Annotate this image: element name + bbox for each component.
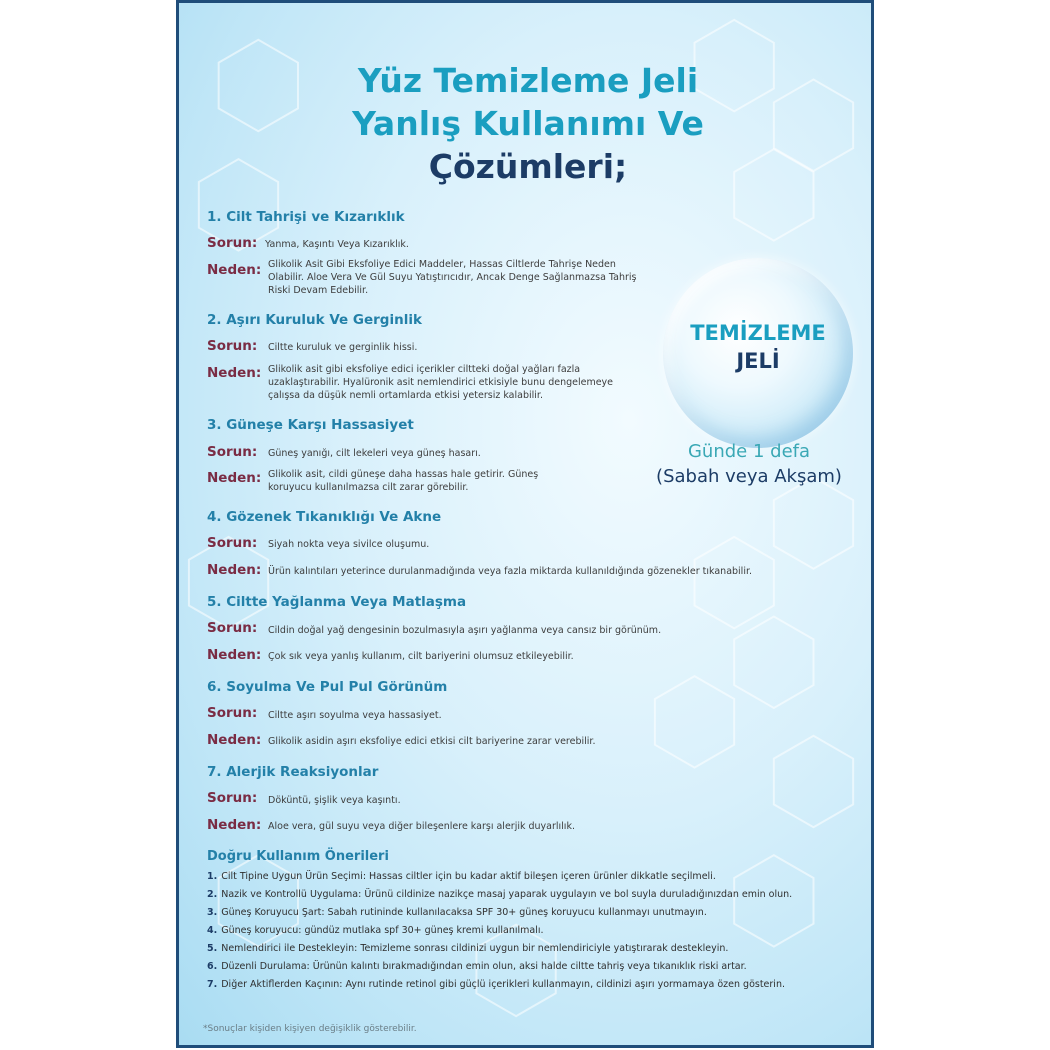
section-7-problem-text: Döküntü, şişlik veya kaşıntı.: [268, 795, 401, 806]
section-1-cause-text: Glikolik Asit Gibi Eksfoliye Edici Maddeler, Hassas Ciltlerde Tahrişe Neden Olabilir. Aloe Vera Ve Gül Suyu Yatıştırıcıdır, Ancak Denge Sağlanmazsa Tahriş Riski Devam Edebilir.: [268, 259, 637, 296]
poster: [176, 0, 874, 1048]
section-7-problem-label: Sorun:: [207, 790, 258, 806]
recommendation-item: 4. Güneş koruyucu: gündüz mutlaka spf 30+ güneş kremi kullanılmalı.: [207, 925, 544, 936]
section-7-cause-label: Neden:: [207, 817, 262, 833]
title-line-3: Çözümleri;: [428, 147, 628, 186]
recommendation-item: 6. Düzenli Durulama: Ürünün kalıntı bırakmadığından emin olun, aksi halde ciltte tahriş veya tıkanıklık riski artar.: [207, 961, 747, 972]
section-3-title: 3. Güneşe Karşı Hassasiyet: [207, 417, 414, 433]
recommendation-item: 1. Cilt Tipine Uygun Ürün Seçimi: Hassas ciltler için bu kadar aktif bileşen içeren ürünler dikkatle seçilmeli.: [207, 871, 716, 882]
section-5-problem-label: Sorun:: [207, 620, 258, 636]
section-2-title: 2. Aşırı Kuruluk Ve Gerginlik: [207, 312, 422, 328]
section-4-problem-text: Siyah nokta veya sivilce oluşumu.: [268, 539, 430, 550]
section-1-problem-label: Sorun:: [207, 235, 258, 251]
section-5-problem-text: Cildin doğal yağ dengesinin bozulmasıyla aşırı yağlanma veya cansız bir görünüm.: [268, 625, 662, 636]
section-3-cause-text: Glikolik asit, cildi güneşe daha hassas hale getirir. Güneş koruyucu kullanılmazsa cilt zarar görebilir.: [268, 469, 539, 493]
section-7-cause-text: Aloe vera, gül suyu veya diğer bileşenlere karşı alerjik duyarlılık.: [268, 821, 575, 832]
section-6-problem-label: Sorun:: [207, 705, 258, 721]
section-6-cause-label: Neden:: [207, 732, 262, 748]
section-1-cause-label: Neden:: [207, 262, 262, 278]
section-3-problem-label: Sorun:: [207, 444, 258, 460]
recommendation-item: 5. Nemlendirici ile Destekleyin: Temizleme sonrası cildinizi uygun bir nemlendiriciyle yatıştırarak destekleyin.: [207, 943, 729, 954]
section-4-cause-text: Ürün kalıntıları yeterince durulanmadığında veya fazla miktarda kullanıldığında gözenekler tıkanabilir.: [268, 566, 753, 577]
section-2-problem-label: Sorun:: [207, 338, 258, 354]
badge-label: [663, 319, 853, 375]
section-3-problem-text: Güneş yanığı, cilt lekeleri veya güneş hasarı.: [268, 448, 481, 459]
section-2-cause-label: Neden:: [207, 365, 262, 381]
badge-line-2: JELİ: [736, 349, 780, 373]
section-1-title: 1. Cilt Tahrişi ve Kızarıklık: [207, 209, 405, 225]
recommendation-item: 2. Nazik ve Kontrollü Uygulama: Ürünü cildinize nazikçe masaj yaparak uygulayın ve bol suyla duruladığınızdan emin olun.: [207, 889, 793, 900]
title-line-1: Yüz Temizleme Jeli: [357, 61, 699, 100]
frequency-line-2: (Sabah veya Akşam): [656, 466, 842, 487]
section-2-cause-text: Glikolik asit gibi eksfoliye edici içerikler ciltteki doğal yağları fazla uzaklaştırabilir. Hyalüronik asit nemlendirici etkisiyle bunu dengelemeye çalışsa da düşük nemli ortamlarda etkisi yetersiz kalabilir.: [268, 364, 614, 401]
section-4-problem-label: Sorun:: [207, 535, 258, 551]
footnote: *Sonuçlar kişiden kişiyen değişiklik gösterebilir.: [203, 1024, 417, 1034]
section-1-problem-text: Yanma, Kaşıntı Veya Kızarıklık.: [265, 239, 409, 250]
recommendation-item: 7. Diğer Aktiflerden Kaçının: Aynı rutinde retinol gibi güçlü içerikleri kullanmayın, cildinizi aşırı yormamaya özen gösterin.: [207, 979, 785, 990]
section-5-cause-label: Neden:: [207, 647, 262, 663]
usage-frequency: [629, 439, 869, 489]
section-4-cause-label: Neden:: [207, 562, 262, 578]
section-6-cause-text: Glikolik asidin aşırı eksfoliye edici etkisi cilt bariyerine zarar verebilir.: [268, 736, 596, 747]
section-5-title: 5. Ciltte Yağlanma Veya Matlaşma: [207, 594, 467, 610]
section-6-title: 6. Soyulma Ve Pul Pul Görünüm: [207, 679, 448, 695]
page-title: [179, 59, 874, 188]
section-3-cause-label: Neden:: [207, 470, 262, 486]
section-7-title: 7. Alerjik Reaksiyonlar: [207, 764, 379, 780]
badge-line-1: TEMİZLEME: [690, 321, 826, 345]
frequency-line-1: Günde 1 defa: [687, 441, 811, 462]
section-2-problem-text: Ciltte kuruluk ve gerginlik hissi.: [268, 342, 418, 353]
recommendations-title: Doğru Kullanım Önerileri: [207, 849, 389, 864]
section-4-title: 4. Gözenek Tıkanıklığı Ve Akne: [207, 509, 442, 525]
recommendation-item: 3. Güneş Koruyucu Şart: Sabah rutininde kullanılacaksa SPF 30+ güneş koruyucu kullanmayı unutmayın.: [207, 907, 707, 918]
section-6-problem-text: Ciltte aşırı soyulma veya hassasiyet.: [268, 710, 442, 721]
title-line-2: Yanlış Kullanımı Ve: [352, 104, 704, 143]
section-5-cause-text: Çok sık veya yanlış kullanım, cilt bariyerini olumsuz etkileyebilir.: [268, 651, 574, 662]
